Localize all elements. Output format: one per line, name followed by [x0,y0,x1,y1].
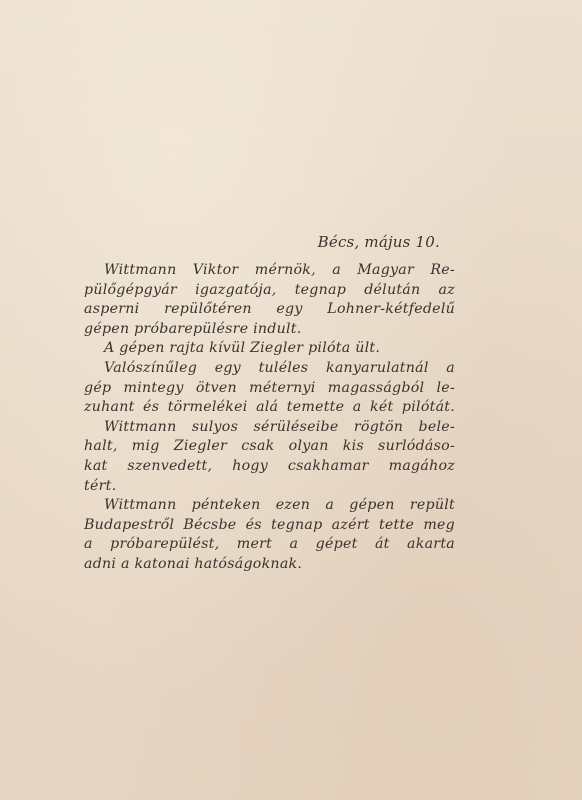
text-line: Wittmann Viktor mérnök, a Magyar Re- [104,262,455,278]
paragraph [84,496,455,574]
paragraph [84,261,455,339]
text-line: gép mintegy ötven méternyi magasságból le- [84,379,455,396]
text-line: A gépen rajta kívül Ziegler pilóta ült. [104,340,381,357]
text-line: halt, mig Ziegler csak olyan kis surlódáso- [84,438,455,455]
text-line: tért. [84,477,117,494]
dateline: Bécs, május 10. [317,233,440,251]
text-line: Wittmann pénteken ezen a gépen repült [104,497,455,514]
text-line: zuhant és törmelékei alá temette a két pilótát. [84,399,455,416]
text-line: pülőgépgyár igazgatója, tegnap délután az [84,281,455,298]
paragraph [84,339,455,359]
text-line: kat szenvedett, hogy csakhamar magához [84,457,455,474]
text-line: gépen próbarepülésre indult. [84,320,302,337]
text-line: Budapestről Bécsbe és tegnap azért tette meg [84,516,455,533]
paragraph [84,359,455,496]
text-line: adni a katonai hatóságoknak. [84,555,303,572]
text-line: asperni repülőtéren egy Lohner-kétfedelű [84,301,455,318]
text-line: Valószínűleg egy tuléles kanyarulatnál a [104,359,455,376]
article-body [84,261,455,575]
text-line: a próbarepülést, mert a gépet át akarta [84,536,455,553]
text-line: Wittmann sulyos sérüléseibe rögtön bele- [104,418,455,435]
